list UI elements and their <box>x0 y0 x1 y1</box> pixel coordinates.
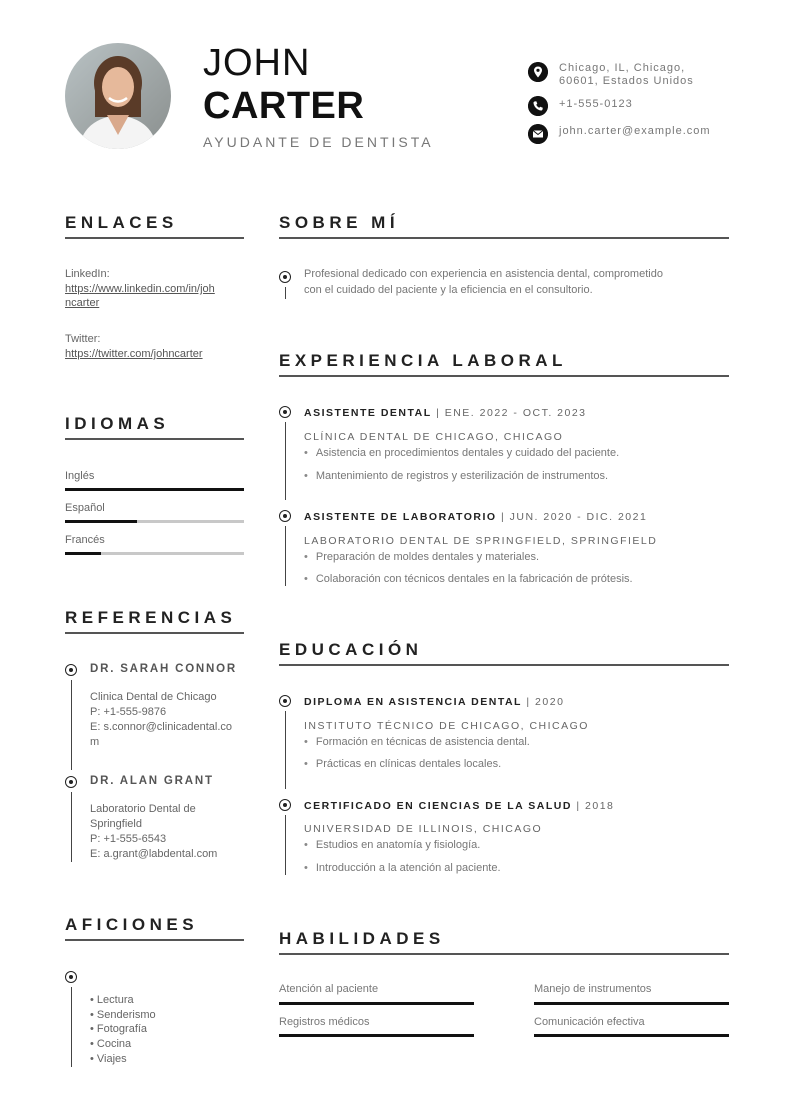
skill-label: Comunicación efectiva <box>534 1016 645 1028</box>
education-institution: UNIVERSIDAD DE ILLINOIS, CHICAGO <box>304 823 543 835</box>
job-entry-title <box>304 407 587 419</box>
links-title: ENLACES <box>65 213 178 232</box>
education-divider <box>279 664 729 666</box>
hobbies-title: AFICIONES <box>65 915 199 934</box>
timeline-dot <box>65 664 77 676</box>
job-bullet: • Colaboración con técnicos dentales en la fabricación de prótesis. <box>304 573 633 585</box>
education-title: EDUCACIÓN <box>279 640 423 659</box>
phone-text: +1-555-0123 <box>559 98 633 110</box>
skill-bar <box>279 1002 474 1005</box>
location-pin-icon <box>528 62 548 82</box>
contact-phone <box>528 96 633 116</box>
links-divider <box>65 237 244 239</box>
email-text: john.carter@example.com <box>559 125 711 137</box>
hobbies-divider <box>65 939 244 941</box>
skill-bar <box>279 1034 474 1037</box>
job-title: ASISTENTE DENTAL <box>304 407 432 419</box>
link-linkedin-label: LinkedIn: <box>65 268 110 280</box>
language-name: Inglés <box>65 470 95 482</box>
envelope-icon <box>528 124 548 144</box>
skills-divider <box>279 953 729 955</box>
reference-org-cont: Springfield <box>90 818 142 830</box>
language-name: Español <box>65 502 105 514</box>
reference-name: DR. ALAN GRANT <box>90 775 214 787</box>
job-title: ASISTENTE DE LABORATORIO <box>304 511 497 523</box>
phone-icon <box>528 96 548 116</box>
languages-divider <box>65 438 244 440</box>
timeline-dot <box>279 799 291 811</box>
skill-label: Atención al paciente <box>279 983 379 995</box>
references-title: REFERENCIAS <box>65 608 237 627</box>
skill-label: Registros médicos <box>279 1016 370 1028</box>
language-level-fill <box>65 488 244 491</box>
profile-photo <box>65 43 171 149</box>
language-level-bar <box>65 552 244 555</box>
hobby-item: • Lectura <box>90 994 134 1006</box>
job-date: | JUN. 2020 - DIC. 2021 <box>496 511 648 523</box>
link-linkedin-url-cont[interactable]: ncarter <box>65 297 100 309</box>
hobby-item: • Fotografía <box>90 1023 148 1035</box>
job-bullet: • Asistencia en procedimientos dentales y cuidado del paciente. <box>304 447 619 459</box>
job-role: AYUDANTE DE DENTISTA <box>203 134 434 150</box>
reference-org: Laboratorio Dental de <box>90 803 196 815</box>
contact-email <box>528 124 711 144</box>
last-name: CARTER <box>203 85 365 127</box>
reference-email: E: a.grant@labdental.com <box>90 848 218 860</box>
reference-phone: P: +1-555-6543 <box>90 833 167 845</box>
hobby-item: • Cocina <box>90 1038 132 1050</box>
about-divider <box>279 237 729 239</box>
skills-title: HABILIDADES <box>279 929 445 948</box>
job-bullet: • Preparación de moldes dentales y materiales. <box>304 551 539 563</box>
language-level-fill <box>65 552 101 555</box>
reference-name: DR. SARAH CONNOR <box>90 663 237 675</box>
timeline-line <box>285 526 286 586</box>
language-name: Francés <box>65 534 105 546</box>
hobby-item: • Viajes <box>90 1053 127 1065</box>
education-entry-title <box>304 696 564 708</box>
education-title: DIPLOMA EN ASISTENCIA DENTAL <box>304 696 522 708</box>
contact-address <box>528 62 694 88</box>
experience-title: EXPERIENCIA LABORAL <box>279 351 567 370</box>
language-level-bar <box>65 520 244 523</box>
about-title: SOBRE MÍ <box>279 213 400 232</box>
job-bullet: • Mantenimiento de registros y esterilización de instrumentos. <box>304 470 608 482</box>
timeline-line <box>71 987 72 1067</box>
skill-label: Manejo de instrumentos <box>534 983 652 995</box>
education-institution: INSTITUTO TÉCNICO DE CHICAGO, CHICAGO <box>304 720 589 732</box>
job-date: | ENE. 2022 - OCT. 2023 <box>431 407 587 419</box>
timeline-line <box>285 422 286 500</box>
link-linkedin-url[interactable]: https://www.linkedin.com/in/joh <box>65 283 215 295</box>
education-bullet: • Formación en técnicas de asistencia dental. <box>304 736 530 748</box>
reference-org: Clinica Dental de Chicago <box>90 691 217 703</box>
education-bullet: • Prácticas en clínicas dentales locales. <box>304 758 501 770</box>
languages-title: IDIOMAS <box>65 414 170 433</box>
first-name: JOHN <box>203 42 311 84</box>
timeline-line <box>71 680 72 770</box>
references-divider <box>65 632 244 634</box>
language-level-fill <box>65 520 137 523</box>
experience-divider <box>279 375 729 377</box>
education-bullet: • Introducción a la atención al paciente. <box>304 862 501 874</box>
skill-bar <box>534 1034 729 1037</box>
education-date: | 2018 <box>571 800 615 812</box>
education-bullet: • Estudios en anatomía y fisiología. <box>304 839 480 851</box>
language-level-bar <box>65 488 244 491</box>
skill-bar <box>534 1002 729 1005</box>
address-text: Chicago, IL, Chicago, 60601, Estados Unidos <box>559 62 694 87</box>
job-entry-title <box>304 511 647 523</box>
education-title: CERTIFICADO EN CIENCIAS DE LA SALUD <box>304 800 572 812</box>
timeline-dot <box>65 971 77 983</box>
timeline-dot <box>279 271 291 283</box>
reference-email-cont: m <box>90 736 100 748</box>
education-date: | 2020 <box>521 696 565 708</box>
timeline-dot <box>279 510 291 522</box>
job-company: LABORATORIO DENTAL DE SPRINGFIELD, SPRINGFIELD <box>304 535 658 547</box>
link-twitter-url[interactable]: https://twitter.com/johncarter <box>65 348 203 360</box>
reference-phone: P: +1-555-9876 <box>90 706 167 718</box>
link-twitter-label: Twitter: <box>65 333 101 345</box>
timeline-line <box>285 711 286 789</box>
education-entry-title <box>304 800 614 812</box>
timeline-dot <box>279 406 291 418</box>
hobby-item: • Senderismo <box>90 1009 156 1021</box>
job-company: CLÍNICA DENTAL DE CHICAGO, CHICAGO <box>304 431 564 443</box>
timeline-line <box>285 815 286 875</box>
timeline-dot <box>65 776 77 788</box>
timeline-line <box>285 287 286 299</box>
timeline-line <box>71 792 72 862</box>
timeline-dot <box>279 695 291 707</box>
about-text: Profesional dedicado con experiencia en asistencia dental, comprometido <box>304 268 663 280</box>
about-text-cont: con el cuidado del paciente y la eficiencia en el consultorio. <box>304 284 593 296</box>
reference-email: E: s.connor@clinicadental.co <box>90 721 233 733</box>
